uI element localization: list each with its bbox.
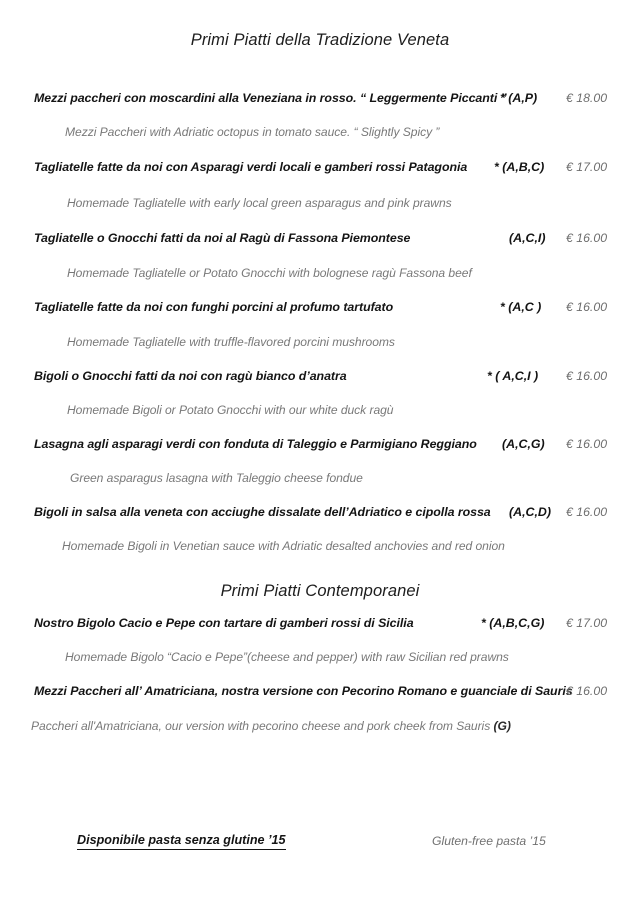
dish-allergen-codes: * ( A,C,I )	[487, 369, 539, 383]
menu-item-row	[0, 231, 640, 248]
gluten-free-note-english: Gluten-free pasta ’15	[432, 834, 546, 848]
section-heading-contemporanei: Primi Piatti Contemporanei	[220, 582, 420, 600]
dish-name: Mezzi paccheri con moscardini alla Veneziana in rosso. “ Leggermente Piccanti ”	[34, 91, 507, 105]
menu-item-row	[0, 437, 640, 454]
menu-item-row	[0, 505, 640, 522]
menu-item-row	[0, 160, 640, 177]
dish-description: Homemade Bigolo “Cacio e Pepe”(cheese and pepper) with raw Sicilian red prawns	[65, 650, 509, 664]
menu-item-row	[0, 616, 640, 633]
dish-price: € 16.00	[566, 437, 608, 451]
dish-price: € 16.00	[566, 231, 608, 245]
menu-item-row	[0, 91, 640, 108]
dish-description: Homemade Tagliatelle or Potato Gnocchi with bolognese ragù Fassona beef	[67, 266, 472, 280]
dish-name: Tagliatelle o Gnocchi fatti da noi al Ragù di Fassona Piemontese	[34, 231, 411, 245]
gluten-free-note-italian: Disponibile pasta senza glutine ’15	[77, 833, 286, 850]
dish-allergen-codes: * (A,B,C)	[494, 160, 545, 174]
dish-price: € 16.00	[566, 300, 608, 314]
dish-name: Mezzi Paccheri all’ Amatriciana, nostra versione con Pecorino Romano e guanciale di Sauris	[34, 684, 573, 698]
dish-price: € 16.00	[566, 369, 608, 383]
dish-description: Homemade Bigoli in Venetian sauce with Adriatic desalted anchovies and red onion	[62, 539, 505, 553]
dish-description: Homemade Bigoli or Potato Gnocchi with our white duck ragù	[67, 403, 394, 417]
dish-allergen-codes: (A,C,I)	[509, 231, 546, 245]
dish-name: Bigoli in salsa alla veneta con acciughe dissalate dell’Adriatico e cipolla rossa	[34, 505, 491, 519]
dish-allergen-codes: * (A,P)	[500, 91, 538, 105]
dish-name: Tagliatelle fatte da noi con Asparagi verdi locali e gamberi rossi Patagonia	[34, 160, 468, 174]
dish-allergen-codes: * (A,B,C,G)	[481, 616, 545, 630]
menu-item-row	[0, 369, 640, 386]
dish-name: Tagliatelle fatte da noi con funghi porcini al profumo tartufato	[34, 300, 394, 314]
section-heading-tradizione-veneta: Primi Piatti della Tradizione Veneta	[190, 31, 450, 49]
dish-allergen-codes: (A,C,G)	[502, 437, 545, 451]
dish-name: Bigoli o Gnocchi fatti da noi con ragù bianco d’anatra	[34, 369, 347, 383]
dish-allergen-codes: * (A,C )	[500, 300, 542, 314]
dish-description: Green asparagus lasagna with Taleggio cheese fondue	[70, 471, 363, 485]
dish-price: € 17.00	[566, 160, 608, 174]
menu-item-row	[0, 684, 640, 701]
dish-price: € 16.00	[566, 505, 608, 519]
dish-description-text: Paccheri all'Amatriciana, our version with pecorino cheese and pork cheek from Sauris	[31, 719, 494, 733]
dish-description	[31, 719, 511, 733]
dish-name: Nostro Bigolo Cacio e Pepe con tartare di gamberi rossi di Sicilia	[34, 616, 414, 630]
dish-allergen-codes: (A,C,D)	[509, 505, 551, 519]
dish-description: Mezzi Paccheri with Adriatic octopus in tomato sauce. “ Slightly Spicy ”	[65, 125, 440, 139]
dish-description: Homemade Tagliatelle with truffle-flavored porcini mushrooms	[67, 335, 395, 349]
dish-name: Lasagna agli asparagi verdi con fonduta di Taleggio e Parmigiano Reggiano	[34, 437, 477, 451]
dish-allergen-inline-tag: (G)	[493, 719, 511, 733]
dish-description: Homemade Tagliatelle with early local green asparagus and pink prawns	[67, 196, 452, 210]
dish-price: € 16.00	[566, 684, 608, 698]
dish-price: € 17.00	[566, 616, 608, 630]
menu-item-row	[0, 300, 640, 317]
dish-price: € 18.00	[566, 91, 608, 105]
